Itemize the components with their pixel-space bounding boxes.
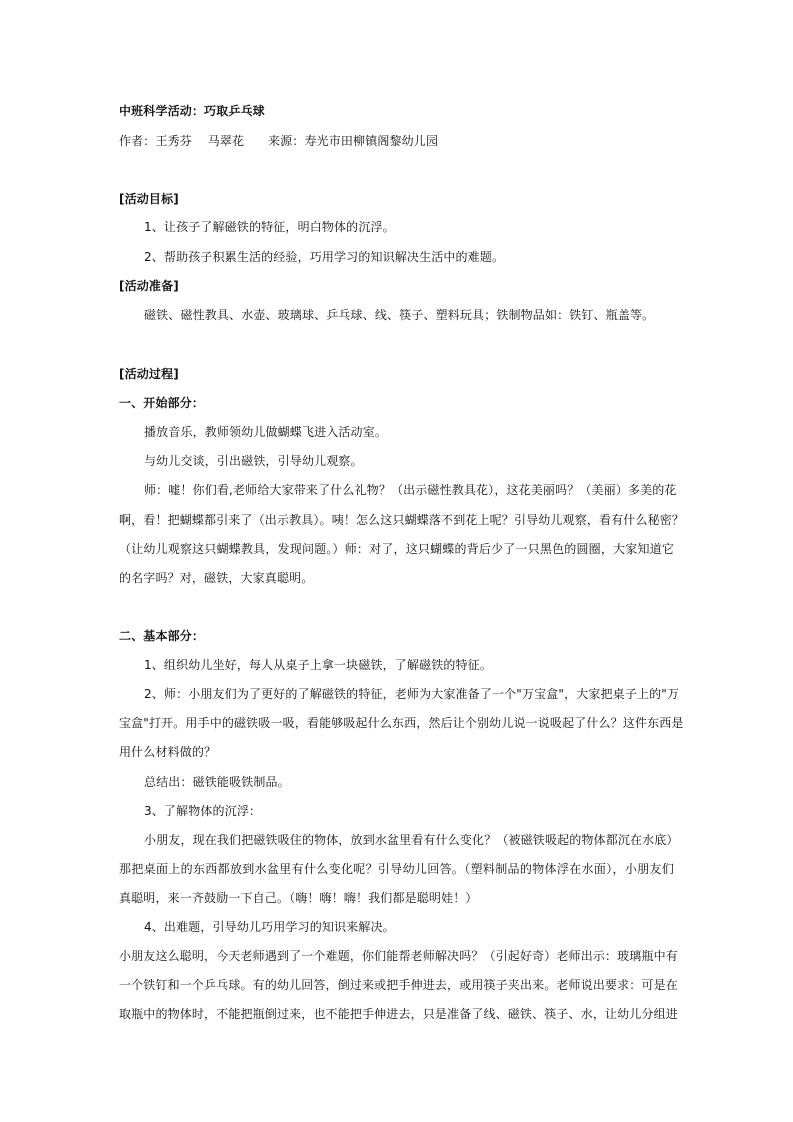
goal-item-2: 2、帮助孩子积累生活的经验，巧用学习的知识解决生活中的难题。: [144, 250, 505, 264]
part1-paragraph-line-2: 啊，看！把蝴蝶都引来了（出示教具）。咦！怎么这只蝴蝶落不到花上呢？引导幼儿观察，看有什么秘密？: [119, 513, 685, 527]
part2-item-1: 1、组织幼儿坐好，每人从桌子上拿一块磁铁，了解磁铁的特征。: [144, 658, 492, 672]
part2-item-3: 3、了解物体的沉浮：: [144, 804, 262, 818]
heading-part-1: 一、开始部分：: [119, 396, 205, 410]
heading-process: [活动过程]: [119, 367, 179, 381]
part2-item-3-line-3: 真聪明，来一齐鼓励一下自己。（嗨！嗨！嗨！我们都是聪明娃！）: [119, 891, 478, 905]
part2-item-4-line-3: 取瓶中的物体时，不能把瓶倒过来，也不能把手伸进去，只是准备了线、磁铁、筷子、水，让幼儿分组进: [119, 1007, 678, 1021]
part1-line-2: 与幼儿交谈，引出磁铁，引导幼儿观察。: [144, 454, 363, 468]
heading-goals: [活动目标]: [119, 192, 179, 206]
goal-item-1: 1、让孩子了解磁铁的特征，明白物体的沉浮。: [144, 220, 395, 234]
part1-line-1: 播放音乐，教师领幼儿做蝴蝶飞进入活动室。: [144, 425, 388, 439]
doc-byline: 作者：王秀芬 马翠花 来源：寿光市田柳镇阁黎幼儿园: [119, 134, 439, 148]
heading-preparation: [活动准备]: [119, 279, 179, 293]
part2-item-2-line-3: 用什么材料做的？: [119, 745, 217, 759]
part2-item-4: 4、出难题，引导幼儿巧用学习的知识来解决。: [144, 920, 395, 934]
part1-paragraph-line-3: （让幼儿观察这只蝴蝶教具，发现问题。）师：对了，这只蝴蝶的背后少了一只黑色的圆圈，大家知道它: [119, 542, 674, 556]
preparation-text: 磁铁、磁性教具、水壶、玻璃球、乒乓球、线、筷子、塑料玩具；铁制物品如：铁钉、瓶盖等。: [144, 308, 655, 322]
part2-item-4-line-2: 一个铁钉和一个乒乓球。有的幼儿回答，倒过来或把手伸进去，或用筷子夹出来。老师说出要求：可是在: [119, 978, 678, 992]
part2-summary: 总结出：磁铁能吸铁制品。: [144, 775, 290, 789]
part2-item-3-line-2: 那把桌面上的东西都放到水盆里有什么变化呢？引导幼儿回答。（塑料制品的物体浮在水面），小朋友们: [119, 862, 674, 876]
part2-item-4-line-1: 小朋友这么聪明，今天老师遇到了一个难题，你们能帮老师解决吗？（引起好奇）老师出示：玻璃瓶中有: [119, 949, 678, 963]
part2-item-2-line-2: 宝盒"打开。用手中的磁铁吸一吸，看能够吸起什么东西，然后让个别幼儿说一说吸起了什么？这件东西是: [119, 716, 684, 730]
part1-paragraph-line-1: 师：嘘！你们看,老师给大家带来了什么礼物？（出示磁性教具花），这花美丽吗？（美丽）多美的花: [144, 483, 677, 497]
part2-item-3-line-1: 小朋友，现在我们把磁铁吸住的物体，放到水盆里看有什么变化？（被磁铁吸起的物体都沉在水底）: [144, 833, 679, 847]
doc-title: 中班科学活动：巧取乒乓球: [119, 104, 265, 118]
part2-item-2-line-1: 2、师：小朋友们为了更好的了解磁铁的特征，老师为大家准备了一个"万宝盒"，大家把桌子上的"万: [144, 687, 680, 701]
heading-part-2: 二、基本部分：: [119, 629, 205, 643]
part1-paragraph-line-4: 的名字吗？对，磁铁，大家真聪明。: [119, 571, 314, 585]
